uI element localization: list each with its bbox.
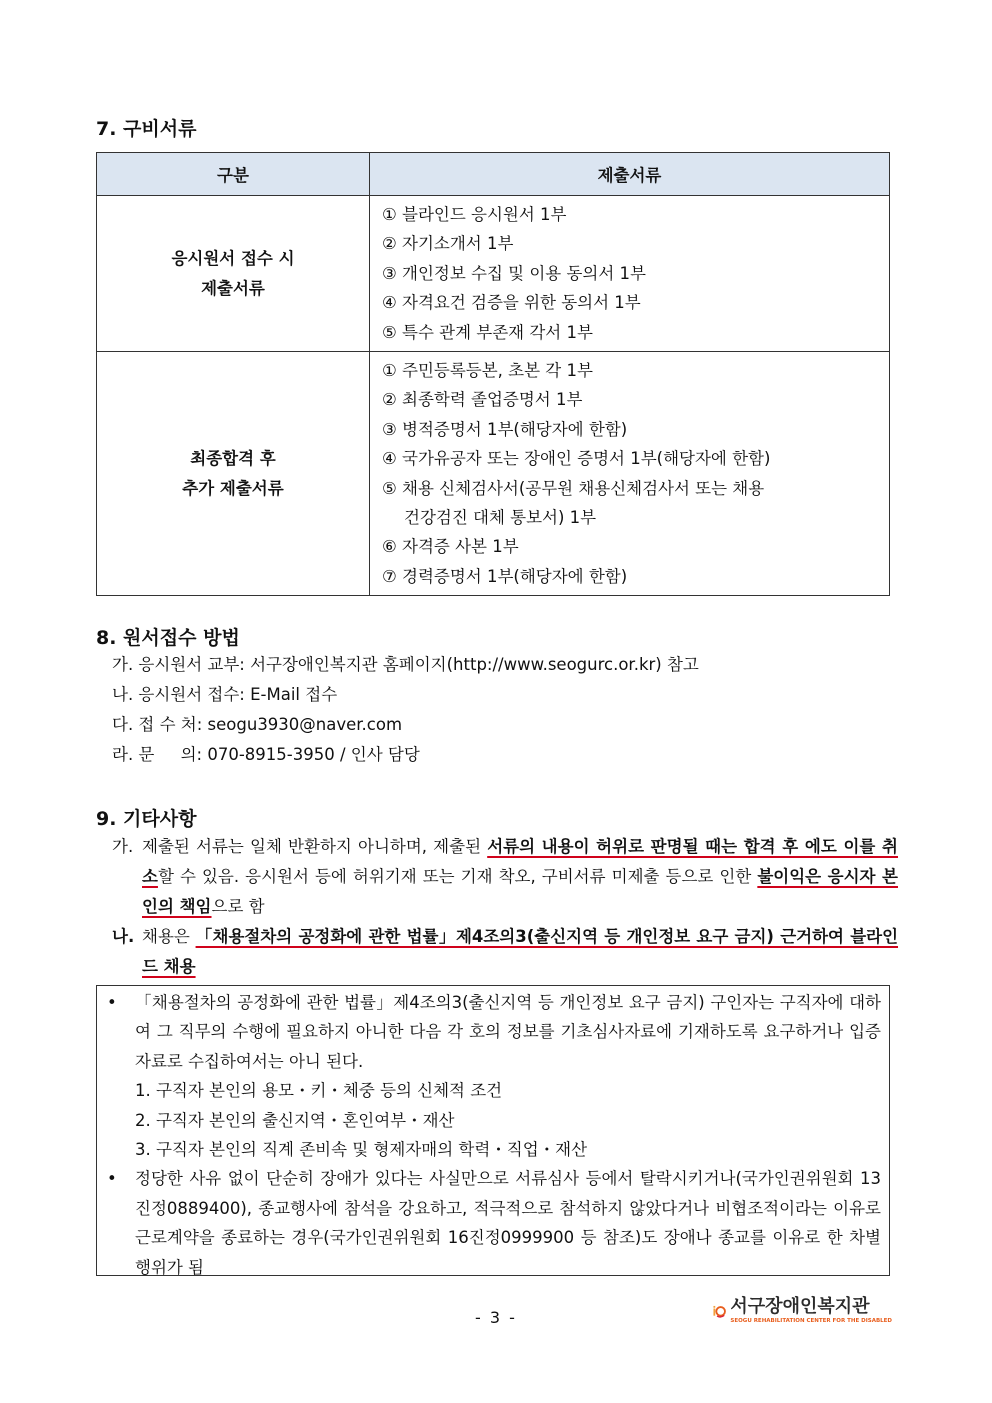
list-item: ⑥ 자격증 사본 1부 (382, 537, 519, 557)
list-item: ① 주민등록등본, 초본 각 1부 (382, 361, 593, 381)
bullet-icon: • (107, 1169, 117, 1189)
legal-note-box (96, 985, 890, 1276)
bullet-item: • 정당한 사유 없이 단순히 장애가 있다는 사실만으로 서류심사 등에서 탈락시키거나(국가인권위원회 13진정0889400), 종교행사에 참석을 강요하고, 적극적으로 참석하지 않았다거나 비협조적이라는 이유로 근로계약을 종료하는 경우(국가인권위원회 16진정0999900 등 참조)도 장애나 종교를 이유로 한 차별행위가 됨 (107, 1164, 881, 1282)
organization-logo (712, 1290, 892, 1332)
logo-name: 서구장애인복지관 (730, 1296, 870, 1317)
emphasis-text: 「채용절차의 공정화에 관한 법률」제4조의3(출신지역 등 개인정보 요구 금지) 근거하여 블라인드 채용 (142, 927, 899, 976)
documents-table (96, 152, 890, 596)
list-item: 나. 응시원서 접수: E-Mail 접수 (112, 685, 338, 704)
list-item: ⑦ 경력증명서 1부(해당자에 한함) (382, 566, 628, 586)
list-item: 라. 문 의: 070-8915-3950 / 인사 담당 (112, 745, 420, 764)
list-item: ② 최종학력 졸업증명서 1부 (382, 390, 583, 410)
note-ga (112, 832, 898, 922)
logo-mark-icon (712, 1292, 726, 1330)
row-category: 응시원서 접수 시 제출서류 (97, 196, 370, 352)
header-category: 구분 (97, 153, 370, 196)
sub-item: 3. 구직자 본인의 직계 존비속 및 형제자매의 학력・직업・재산 (135, 1140, 588, 1160)
row-category: 최종합격 후 추가 제출서류 (97, 352, 370, 596)
notes (112, 832, 898, 982)
table-row (97, 196, 890, 352)
section-7-title: 7. 구비서류 (96, 118, 197, 140)
bullet-icon: • (107, 993, 117, 1012)
row-items (370, 196, 890, 352)
list-item: ④ 국가유공자 또는 장애인 증명서 1부(해당자에 한함) (382, 449, 771, 469)
section-8-title: 8. 원서접수 방법 (96, 627, 240, 649)
sub-item: 2. 구직자 본인의 출신지역・혼인여부・재산 (135, 1110, 455, 1130)
note-text: 제출된 서류는 일체 반환하지 아니하며, 제출된 서류의 내용이 허위로 판명될 때는 합격 후 에도 이를 취소할 수 있음. 응시원서 등에 허위기재 또는 기재 착오, 구비서류 미제출 등으로 인한 불이익은 응시자 본인의 책임으로 함 (142, 837, 898, 916)
list-item: ⑤ 특수 관계 부존재 각서 1부 (382, 322, 593, 342)
list-item: ② 자기소개서 1부 (382, 234, 514, 254)
logo-subtitle: SEOGU REHABILITATION CENTER FOR THE DISABLED (730, 1318, 892, 1324)
table-header-row (97, 153, 890, 196)
bullet-item: • 「채용절차의 공정화에 관한 법률」제4조의3(출신지역 등 개인정보 요구 금지) 구인자는 구직자에 대하여 그 직무의 수행에 필요하지 아니한 다음 각 호의 정보를 기초심사자료에 기재하도록 요구하거나 입증자료로 수집하여서는 아니 된다. (107, 988, 881, 1076)
header-documents: 제출서류 (370, 153, 890, 196)
section-9-title: 9. 기타사항 (96, 808, 197, 830)
page-number: - 3 - (475, 1308, 517, 1327)
list-item: ④ 자격요건 검증을 위한 동의서 1부 (382, 293, 641, 313)
row-items (370, 352, 890, 596)
sub-item: 1. 구직자 본인의 용모・키・체중 등의 신체적 조건 (135, 1081, 503, 1101)
note-label: 가. (112, 837, 134, 856)
emphasis-text: 서류의 내용이 허위로 판명될 때는 합격 후 에도 이를 취소 (142, 837, 898, 886)
table-row (97, 352, 890, 596)
list-item: ③ 병적증명서 1부(해당자에 한함) (382, 419, 628, 439)
list-item: ① 블라인드 응시원서 1부 (382, 205, 567, 224)
list-item: 가. 응시원서 교부: 서구장애인복지관 홈페이지(http://www.seogurc.or.kr) 참고 (112, 655, 699, 674)
application-method-list (112, 650, 699, 770)
list-item: 다. 접 수 처: seogu3930@naver.com (112, 715, 403, 734)
list-item: ⑤ 채용 신체검사서(공무원 채용신체검사서 또는 채용 (382, 478, 765, 498)
list-item-continued: 건강검진 대체 통보서) 1부 (404, 508, 597, 528)
note-text: 채용은 「채용절차의 공정화에 관한 법률」제4조의3(출신지역 등 개인정보 요구 금지) 근거하여 블라인드 채용 (142, 927, 899, 976)
emphasis-text: 불이익은 응시자 본인의 책임 (142, 867, 898, 916)
list-item: ③ 개인정보 수집 및 이용 동의서 1부 (382, 263, 646, 283)
note-label: 나. (112, 927, 135, 946)
note-na (112, 922, 898, 982)
